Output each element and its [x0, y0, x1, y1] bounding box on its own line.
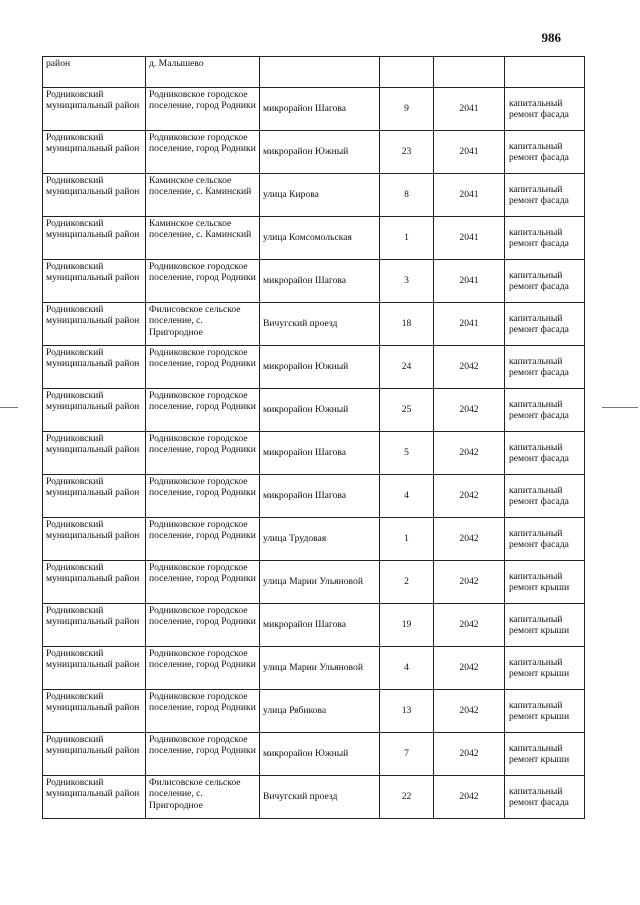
street-cell: улица Рябикова	[260, 690, 380, 733]
settlement-cell: Родниковское городское поселение, город Родники	[146, 690, 260, 733]
district-cell: Родниковский муниципальный район	[43, 776, 146, 819]
settlement-cell: Родниковское городское поселение, город Родники	[146, 389, 260, 432]
settlement-cell: Родниковское городское поселение, город Родники	[146, 475, 260, 518]
work-cell: капитальный ремонт фасада	[505, 346, 585, 389]
house-cell: 1	[380, 217, 434, 260]
settlement-cell: Родниковское городское поселение, город Родники	[146, 518, 260, 561]
house-cell: 3	[380, 260, 434, 303]
house-cell: 2	[380, 561, 434, 604]
district-cell: Родниковский муниципальный район	[43, 217, 146, 260]
work-cell: капитальный ремонт фасада	[505, 260, 585, 303]
house-cell: 22	[380, 776, 434, 819]
year-cell: 2041	[434, 131, 505, 174]
year-cell: 2042	[434, 604, 505, 647]
street-cell	[260, 57, 380, 88]
settlement-cell: Родниковское городское поселение, город Родники	[146, 260, 260, 303]
table-row-continuation	[43, 57, 585, 88]
table-row	[43, 303, 585, 346]
table-row	[43, 88, 585, 131]
year-cell: 2042	[434, 561, 505, 604]
table-row	[43, 561, 585, 604]
table-row	[43, 690, 585, 733]
work-cell: капитальный ремонт фасада	[505, 475, 585, 518]
table-row	[43, 776, 585, 819]
repair-schedule-table	[42, 56, 585, 819]
settlement-cell: Каминское сельское поселение, с. Каминский	[146, 174, 260, 217]
district-cell: Родниковский муниципальный район	[43, 604, 146, 647]
street-cell: микрорайон Шагова	[260, 432, 380, 475]
left-margin-mark	[0, 407, 18, 408]
street-cell: улица Трудовая	[260, 518, 380, 561]
street-cell: улица Кирова	[260, 174, 380, 217]
year-cell: 2042	[434, 733, 505, 776]
street-cell: микрорайон Южный	[260, 733, 380, 776]
table-row	[43, 217, 585, 260]
house-cell: 18	[380, 303, 434, 346]
house-cell: 4	[380, 647, 434, 690]
house-cell: 5	[380, 432, 434, 475]
year-cell: 2042	[434, 690, 505, 733]
work-cell: капитальный ремонт крыши	[505, 604, 585, 647]
settlement-cell: Каминское сельское поселение, с. Каминский	[146, 217, 260, 260]
work-cell: капитальный ремонт фасада	[505, 88, 585, 131]
year-cell: 2041	[434, 174, 505, 217]
settlement-cell: Филисовское сельское поселение, с. Пригородное	[146, 303, 260, 346]
district-cell: Родниковский муниципальный район	[43, 518, 146, 561]
settlement-cell: Родниковское городское поселение, город Родники	[146, 733, 260, 776]
street-cell: микрорайон Южный	[260, 131, 380, 174]
year-cell	[434, 57, 505, 88]
work-cell: капитальный ремонт фасада	[505, 174, 585, 217]
district-cell: Родниковский муниципальный район	[43, 561, 146, 604]
settlement-cell: Родниковское городское поселение, город Родники	[146, 131, 260, 174]
work-cell: капитальный ремонт фасада	[505, 303, 585, 346]
table-row	[43, 733, 585, 776]
district-cell: район	[43, 57, 146, 88]
year-cell: 2042	[434, 647, 505, 690]
settlement-cell: Родниковское городское поселение, город Родники	[146, 346, 260, 389]
house-cell: 1	[380, 518, 434, 561]
work-cell: капитальный ремонт фасада	[505, 432, 585, 475]
work-cell: капитальный ремонт фасада	[505, 131, 585, 174]
house-cell: 25	[380, 389, 434, 432]
table-row	[43, 475, 585, 518]
district-cell: Родниковский муниципальный район	[43, 733, 146, 776]
district-cell: Родниковский муниципальный район	[43, 432, 146, 475]
table-row	[43, 604, 585, 647]
table-row	[43, 346, 585, 389]
street-cell: улица Марии Ульяновой	[260, 561, 380, 604]
settlement-cell: Филисовское сельское поселение, с. Пригородное	[146, 776, 260, 819]
page-number: 986	[541, 30, 561, 45]
table-row	[43, 518, 585, 561]
year-cell: 2041	[434, 88, 505, 131]
table-row	[43, 260, 585, 303]
district-cell: Родниковский муниципальный район	[43, 647, 146, 690]
street-cell: Вичугский проезд	[260, 776, 380, 819]
year-cell: 2042	[434, 518, 505, 561]
settlement-cell: Родниковское городское поселение, город Родники	[146, 604, 260, 647]
settlement-cell: Родниковское городское поселение, город Родники	[146, 432, 260, 475]
street-cell: улица Марии Ульяновой	[260, 647, 380, 690]
street-cell: микрорайон Шагова	[260, 88, 380, 131]
street-cell: микрорайон Южный	[260, 346, 380, 389]
work-cell: капитальный ремонт фасада	[505, 389, 585, 432]
work-cell: капитальный ремонт фасада	[505, 776, 585, 819]
house-cell: 7	[380, 733, 434, 776]
settlement-cell: Родниковское городское поселение, город Родники	[146, 88, 260, 131]
year-cell: 2042	[434, 346, 505, 389]
table-row	[43, 131, 585, 174]
year-cell: 2042	[434, 389, 505, 432]
work-cell	[505, 57, 585, 88]
district-cell: Родниковский муниципальный район	[43, 88, 146, 131]
year-cell: 2041	[434, 217, 505, 260]
settlement-cell: Родниковское городское поселение, город Родники	[146, 647, 260, 690]
table-row	[43, 432, 585, 475]
work-cell: капитальный ремонт крыши	[505, 733, 585, 776]
document-table-container	[42, 56, 585, 819]
house-cell: 24	[380, 346, 434, 389]
house-cell: 4	[380, 475, 434, 518]
district-cell: Родниковский муниципальный район	[43, 389, 146, 432]
house-cell: 13	[380, 690, 434, 733]
street-cell: микрорайон Шагова	[260, 604, 380, 647]
year-cell: 2042	[434, 432, 505, 475]
district-cell: Родниковский муниципальный район	[43, 690, 146, 733]
table-row	[43, 647, 585, 690]
district-cell: Родниковский муниципальный район	[43, 174, 146, 217]
table-row	[43, 174, 585, 217]
year-cell: 2042	[434, 776, 505, 819]
street-cell: микрорайон Шагова	[260, 260, 380, 303]
settlement-cell: д. Малышево	[146, 57, 260, 88]
work-cell: капитальный ремонт крыши	[505, 690, 585, 733]
work-cell: капитальный ремонт фасада	[505, 518, 585, 561]
settlement-cell: Родниковское городское поселение, город Родники	[146, 561, 260, 604]
street-cell: улица Комсомольская	[260, 217, 380, 260]
district-cell: Родниковский муниципальный район	[43, 131, 146, 174]
street-cell: Вичугский проезд	[260, 303, 380, 346]
table-row	[43, 389, 585, 432]
district-cell: Родниковский муниципальный район	[43, 346, 146, 389]
year-cell: 2041	[434, 260, 505, 303]
street-cell: микрорайон Южный	[260, 389, 380, 432]
year-cell: 2042	[434, 475, 505, 518]
house-cell: 8	[380, 174, 434, 217]
district-cell: Родниковский муниципальный район	[43, 260, 146, 303]
house-cell: 19	[380, 604, 434, 647]
right-margin-mark	[602, 407, 638, 408]
house-cell	[380, 57, 434, 88]
district-cell: Родниковский муниципальный район	[43, 475, 146, 518]
house-cell: 23	[380, 131, 434, 174]
district-cell: Родниковский муниципальный район	[43, 303, 146, 346]
year-cell: 2041	[434, 303, 505, 346]
work-cell: капитальный ремонт крыши	[505, 647, 585, 690]
work-cell: капитальный ремонт фасада	[505, 217, 585, 260]
street-cell: микрорайон Шагова	[260, 475, 380, 518]
house-cell: 9	[380, 88, 434, 131]
work-cell: капитальный ремонт крыши	[505, 561, 585, 604]
